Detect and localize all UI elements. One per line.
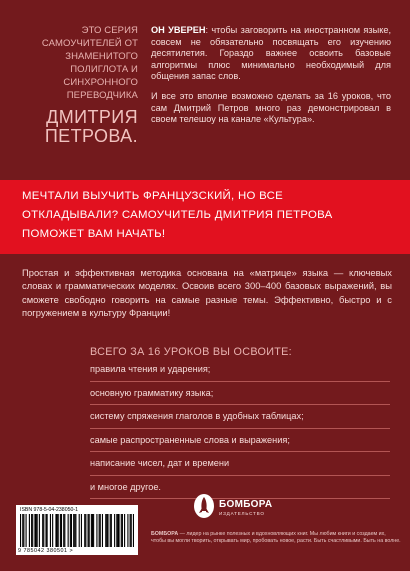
barcode-bar xyxy=(61,514,62,547)
barcode-bar xyxy=(79,514,80,547)
barcode-image xyxy=(20,514,134,547)
barcode-bar xyxy=(81,514,82,547)
barcode-bar xyxy=(119,514,120,547)
list-item: написание чисел, дат и времени xyxy=(90,452,390,476)
barcode-bar xyxy=(124,514,125,547)
barcode-bar xyxy=(88,514,89,547)
barcode-bar xyxy=(89,514,90,547)
barcode-bar xyxy=(122,514,123,547)
barcode-bar xyxy=(74,514,75,547)
barcode-bar xyxy=(121,514,122,547)
list-item: правила чтения и ударения; xyxy=(90,358,390,382)
intro-paragraph: Простая и эффективная методика основана на «матрице» языка — ключевых словах и грамматических моделях. Освоив всего 300–400 базовых выражений, вы сможете свободно говорить на самые разные темы. Эффективно, быстро и с погружением в культуру Франции! xyxy=(22,267,392,319)
barcode-bar xyxy=(31,514,32,547)
barcode-bar xyxy=(73,514,74,547)
barcode-bar xyxy=(107,514,108,547)
barcode-bar xyxy=(63,514,64,547)
barcode-bar xyxy=(131,514,132,547)
barcode-bar xyxy=(84,514,85,547)
publisher-subtitle: ИЗДАТЕЛЬСТВО xyxy=(219,511,265,516)
barcode-bar xyxy=(114,514,115,547)
publisher-logo xyxy=(193,493,277,521)
barcode-bar xyxy=(47,514,48,547)
barcode-bar xyxy=(99,514,100,547)
barcode-bar xyxy=(50,514,51,547)
barcode-digits: 9 785042 380501 > xyxy=(18,548,74,554)
barcode-bar xyxy=(100,514,101,547)
barcode-bar xyxy=(92,514,93,547)
description-paragraph-1 xyxy=(151,25,391,83)
barcode-bar xyxy=(34,514,35,547)
barcode-bar xyxy=(96,514,97,547)
learn-list xyxy=(90,358,390,499)
barcode-bar xyxy=(39,514,40,547)
barcode-bar xyxy=(42,514,43,547)
barcode-bar xyxy=(91,514,92,547)
barcode-bar xyxy=(117,514,118,547)
barcode-bar xyxy=(75,514,76,547)
barcode-bar xyxy=(36,514,37,547)
barcode-bar xyxy=(52,514,53,547)
barcode-bar xyxy=(85,514,86,547)
list-item: самые распространенные слова и выражения; xyxy=(90,429,390,453)
barcode-bar xyxy=(133,514,134,547)
description-lead: ОН УВЕРЕН xyxy=(151,25,206,35)
barcode-bar xyxy=(58,514,59,547)
publisher-name: БОМБОРА xyxy=(219,499,273,510)
barcode-bar xyxy=(20,514,21,547)
isbn-text: ISBN 978-5-04-238050-1 xyxy=(20,507,78,513)
barcode-panel xyxy=(16,505,138,555)
barcode-bar xyxy=(106,514,107,547)
description-block xyxy=(151,25,391,126)
rocket-icon xyxy=(193,493,215,519)
barcode-bar xyxy=(45,514,46,547)
series-block xyxy=(20,24,138,146)
description-paragraph-1-text: : чтобы заговорить на иностранном языке, совсем не обязательно посвящать его изучению десятилетия. Гораздо важнее освоить базовые алгоритмы плюс минимально необходимый для общения запас слов. xyxy=(151,25,392,82)
banner-text: МЕЧТАЛИ ВЫУЧИТЬ ФРАНЦУЗСКИЙ, НО ВСЕ ОТКЛАДЫВАЛИ? САМОУЧИТЕЛЬ ДМИТРИЯ ПЕТРОВА ПОМОЖЕТ ВАМ НАЧАТЬ! xyxy=(22,190,333,240)
author-name-line-1: ДМИТРИЯ xyxy=(46,107,138,127)
barcode-bar xyxy=(22,514,23,547)
series-description: ЭТО СЕРИЯ САМОУЧИТЕЛЕЙ ОТ ЗНАМЕНИТОГО ПОЛИГЛОТА И СИНХРОННОГО ПЕРЕВОДЧИКА xyxy=(41,25,138,101)
slogan-text: — лидер на рынке полезных и вдохновляющих книг. Мы любим книги и создаем их, чтобы вы могли творить, открывать мир, пробовать новое, расти. Быть счастливыми. Быть на волне. xyxy=(151,531,401,544)
list-item: основную грамматику языка; xyxy=(90,382,390,406)
barcode-bar xyxy=(26,514,27,547)
barcode-bar xyxy=(111,514,112,547)
description-paragraph-2: И все это вполне возможно сделать за 16 уроков, что сам Дмитрий Петров много раз демонстрировал в своем телешоу на канале «Культура». xyxy=(151,90,391,125)
barcode-bar xyxy=(130,514,131,547)
barcode-bar xyxy=(68,514,69,547)
learn-list-heading: ВСЕГО ЗА 16 УРОКОВ ВЫ ОСВОИТЕ: xyxy=(90,346,292,358)
list-item: систему спряжения глаголов в удобных таблицах; xyxy=(90,405,390,429)
barcode-bar xyxy=(110,514,111,547)
barcode-bar xyxy=(43,514,44,547)
list-item: и многое другое. xyxy=(90,476,390,500)
author-name-line-2: ПЕТРОВА. xyxy=(44,126,138,146)
barcode-bar xyxy=(71,514,72,547)
barcode-bar xyxy=(37,514,38,547)
slogan-brand: БОМБОРА xyxy=(151,531,179,537)
barcode-bar xyxy=(64,514,65,547)
barcode-bar xyxy=(102,514,103,547)
barcode-bar xyxy=(57,514,58,547)
barcode-bar xyxy=(70,514,71,547)
publisher-slogan xyxy=(151,531,401,544)
barcode-bar xyxy=(23,514,24,547)
author-name xyxy=(20,108,138,146)
barcode-bar xyxy=(29,514,30,547)
barcode-bar xyxy=(105,514,106,547)
barcode-bar xyxy=(116,514,117,547)
barcode-bar xyxy=(55,514,56,547)
barcode-bar xyxy=(60,514,61,547)
barcode-bar xyxy=(32,514,33,547)
barcode-bar xyxy=(93,514,94,547)
barcode-bar xyxy=(127,514,128,547)
